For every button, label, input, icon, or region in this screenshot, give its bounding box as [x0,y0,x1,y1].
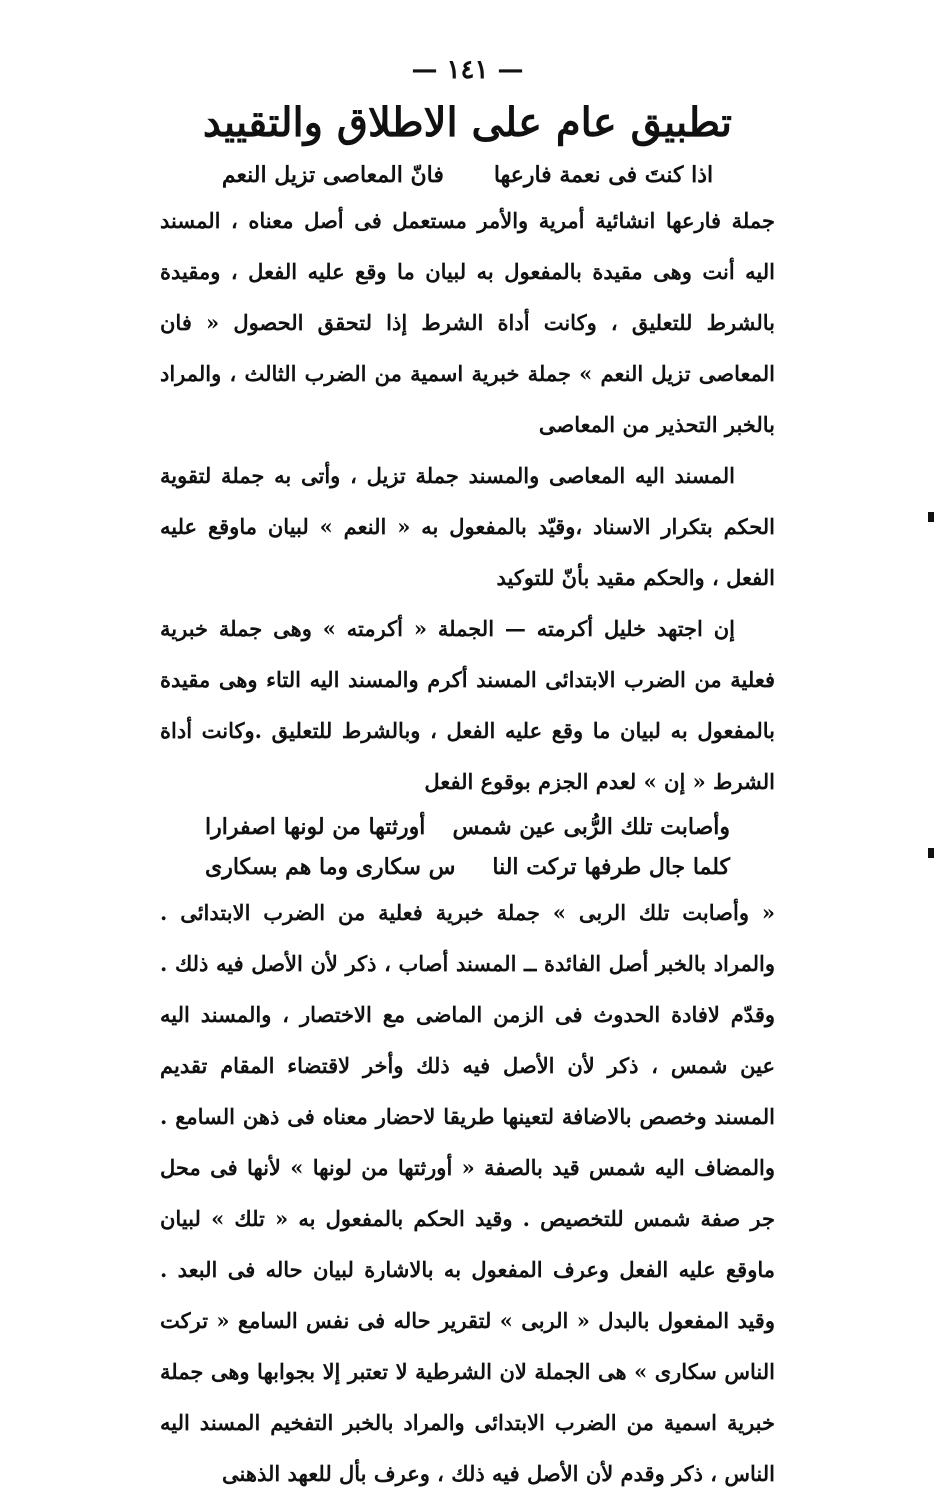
paragraph-2: المسند اليه المعاصى والمسند جملة تزيل ، وأتى به جملة لتقوية الحكم بتكرار الاسناد ،وقيّد بالمفعول به « النعم » لبيان ماوقع عليه الفعل ، والحكم مقيد بأنّ للتوكيد [160,463,775,590]
paragraph-3: إن اجتهد خليل أكرمته — الجملة « أكرمته » وهى جملة خبرية فعلية من الضرب الابتدائى المسند أكرم والمسند اليه التاء وهى مقيدة بالمفعول به لبيان ما وقع عليه الفعل ، وبالشرط للتعليق .وكانت أداة الشرط « إن » لعدم الجزم بوقوع الفعل [160,616,775,794]
verse-3-first-half: كلما جال طرفها تركت النا [492,854,730,880]
paragraph-4: « وأصابت تلك الربى » جملة خبرية فعلية من الضرب الابتدائى . والمراد بالخبر أصل الفائدة ــ المسند أصاب ، ذكر لأن الأصل فيه ذلك . وقدّم لافادة الحدوث فى الزمن الماضى مع الاختصار ، والمسند اليه عين شمس ، ذكر لأن الأصل فيه ذلك وأخر لاقتضاء المقام تقديم المسند وخصص بالاضافة لتعينها طريقا لاحضار معناه فى ذهن السامع . والمضاف اليه شمس قيد بالصفة « أورثتها من لونها » لأنها فى محل جر صفة شمس للتخصيص . وقيد الحكم بالمفعول به « تلك » لبيان ماوقع عليه الفعل وعرف المفعول به بالاشارة لبيان حاله فى البعد . وقيد المفعول بالبدل « الربى » لتقرير حاله فى نفس السامع « تركت الناس سكارى » هى الجملة لان الشرطية لا تعتبر إلا بجوابها وهى جملة خبرية اسمية من الضرب الابتدائى والمراد بالخبر التفخيم المسند اليه الناس ، ذكر وقدم لأن الأصل فيه ذلك ، وعرف بأل للعهد الذهنى [160,900,775,1486]
verse-3 [160,847,775,887]
page-number: — ١٤١ — [411,55,524,85]
verse-1 [160,155,775,195]
paragraph-1: جملة فارعها انشائية أمرية والأمر مستعمل فى أصل معناه ، المسند اليه أنت وهى مقيدة بالمفعول به لبيان ما وقع عليه الفعل ، ومقيدة بالشرط للتعليق ، وكانت أداة الشرط إذا لتحقق الحصول « فان المعاصى تزيل النعم » جملة خبرية اسمية من الضرب الثالث ، والمراد بالخبر التحذير من المعاصى [160,208,775,437]
verse-2-first-half: وأصابت تلك الرُّبى عين شمس [452,814,730,840]
verse-2-second-half: أورثتها من لونها اصفرارا [205,814,426,840]
verse-3-second-half: س سكارى وما هم بسكارى [205,854,456,880]
verse-1-first-half: اذا كنتَ فى نعمة فارعها [493,162,714,188]
margin-mark [928,848,934,858]
margin-mark [928,512,934,522]
verse-1-second-half: فانّ المعاصى تزيل النعم [221,162,444,188]
verse-2 [160,807,775,847]
book-page [160,55,775,1499]
section-title: تطبيق عام على الاطلاق والتقييد [202,99,733,146]
